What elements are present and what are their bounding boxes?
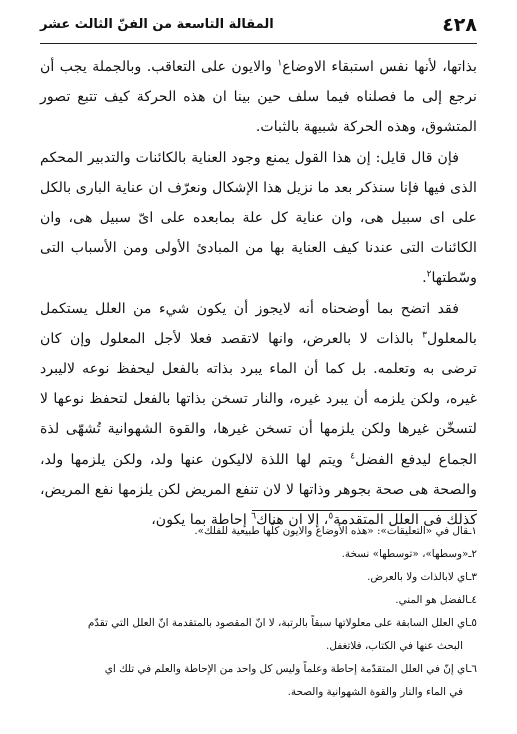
footnote-line xyxy=(40,681,477,704)
footnote-number: ٦ـ xyxy=(468,663,477,675)
paragraph-text: بذاتها، لأنها نفس استبقاء الاوضاع xyxy=(282,59,477,75)
running-title: المقالة التاسعة من الفنّ الثالث عشر xyxy=(40,17,274,32)
footnote xyxy=(40,520,477,543)
paragraph-text: ويتم لها اللذة لاليكون عنها ولد، ولكن يلزمها ولد، والصحة هى صحة بجوهر وذاتها لا لان تنفع المريض لكن يلزمها نفع المريض، كذلك فى العلل المتقدمة xyxy=(40,451,477,529)
footnote xyxy=(40,543,477,566)
page-number: ٤٢٨ xyxy=(442,14,477,36)
footnote-rule xyxy=(252,510,477,511)
footnote-marker: ٥ xyxy=(328,511,334,522)
paragraph-text: فقد اتضح بما أوضحناه أنه لايجوز أن يكون شيء من العلل يستكمل بالمعلول xyxy=(40,300,477,347)
footnote-line xyxy=(40,658,477,681)
footnote-text: البحث عنها في الكتاب، فلاتغفل. xyxy=(326,640,463,652)
footnote-marker: ٢ xyxy=(426,269,432,280)
footnote-text: الفضل هو المني. xyxy=(395,594,469,606)
footnote-line xyxy=(40,543,477,566)
footnote-text: «وسطها»، «توسطها» نسخة. xyxy=(341,548,469,560)
footnote xyxy=(40,566,477,589)
footnote-text: في الماء والنار والقوة الشهوانية والصحة. xyxy=(287,686,463,698)
page-header xyxy=(40,12,477,38)
paragraph xyxy=(40,143,477,294)
paragraph xyxy=(40,294,477,536)
footnote-marker: ١ xyxy=(277,58,283,69)
footnote-number: ٥ـ xyxy=(468,617,477,629)
footnote-line xyxy=(40,589,477,612)
footnote-number: ١ـ xyxy=(468,525,477,537)
paragraph xyxy=(40,52,477,143)
footnote-line xyxy=(40,635,477,658)
footnote-text: قال في «التعليقات»: «هذه الأوضاع والايون كلّها طبيعية للفلك». xyxy=(194,525,469,537)
paragraph-text: إحاطة بما يكون، xyxy=(151,512,252,529)
footnote-marker: ٦ xyxy=(251,511,257,522)
footnote xyxy=(40,589,477,612)
paragraph-text: والايون على التعاقب. وبالجملة يجب أن نرجع إلى ما فصلناه فيما سلف حين بينا ان هذه الحركة كيف تتبع تصور المتشوق، وهذه الحركة شبيهة بالثبات. xyxy=(40,59,477,136)
paragraph-text: ، إلا ان هناك xyxy=(256,512,329,529)
footnote-line xyxy=(40,612,477,635)
paragraph-text: بالذات لا بالعرض، وانها لاتقصد فعلا لأجل المعلول وإن كان ترضى به وتعلمه. بل كما أن الماء يبرد بذاته بالفعل ليحفظ نوعه لاليبرد غيره، ولكن يلزمه أن يبرد غيره، والنار تسخن بذاتها بالفعل لتحفظ نوعها لا لتسخّن غيرها ولكن يلزمها أن تسخن غيرها، والقوة الشهوانية تُشهّى لذة الجماع ليدفع الفضل xyxy=(40,330,477,468)
header-rule xyxy=(40,43,477,44)
footnote-text: اي لابالذات ولا بالعرض. xyxy=(367,571,469,583)
footnote-marker: ٣ xyxy=(422,330,428,341)
body-text xyxy=(40,52,477,535)
paragraph-text: . xyxy=(422,270,427,287)
footnote-text: اي العلل السابقة على معلولاتها سبقاً بالرتبة، لا انّ المقصود بالمتقدمة انّ العلل التي تقدّم xyxy=(87,617,469,629)
footnote-line xyxy=(40,520,477,543)
footnote-text: اي إنّ في العلل المتقدّمة إحاطة وعلماً وليس كل واحد من الإحاطة والعلم في تلك اي xyxy=(104,663,469,675)
footnote xyxy=(40,658,477,704)
footnote-marker: ٤ xyxy=(350,450,356,461)
footnote-number: ٢ـ xyxy=(468,548,477,560)
footnote-line xyxy=(40,566,477,589)
footnote xyxy=(40,612,477,658)
paragraph-text: فإن قال قايل: إن هذا القول يمنع وجود العناية بالكائنات والتدبير المحكم الذى فيها فإنا سنذكر بعد ما نزيل هذا الإشكال ونعرّف ان عناية البارى بالكل على اى سبيل هى، وان عناية كل علة بمابعده على اىّ سبيل هى، وان الكائنات التى عندنا كيف العناية بها من المبادئ الأولى ومن الأسباب التى وسّطتها xyxy=(40,149,477,287)
footnote-number: ٣ـ xyxy=(468,571,477,583)
footnote-number: ٤ـ xyxy=(468,594,477,606)
footnotes xyxy=(40,520,477,704)
